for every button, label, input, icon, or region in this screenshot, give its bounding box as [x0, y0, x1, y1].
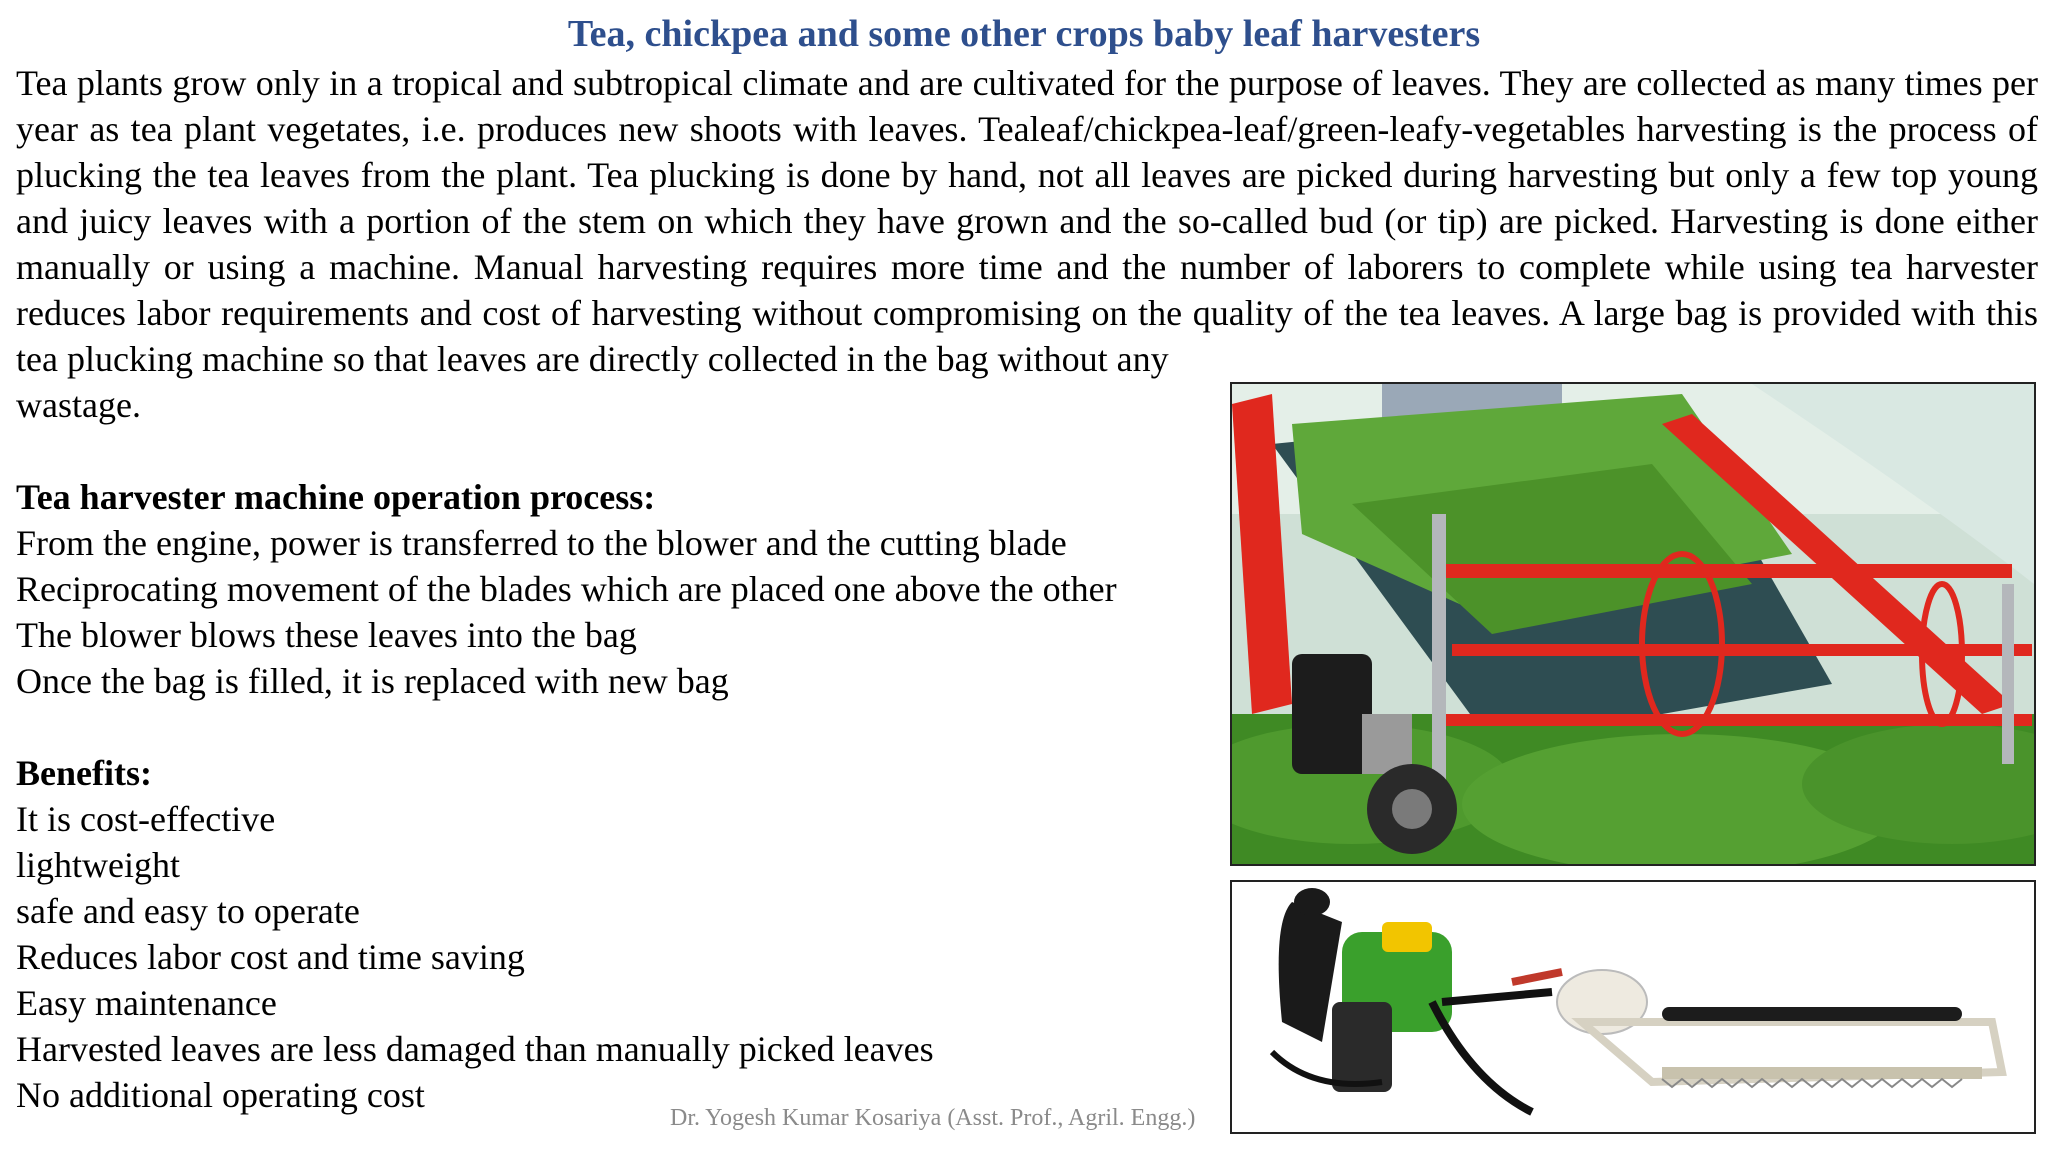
- benefit-item: Easy maintenance: [16, 983, 277, 1023]
- backpack-harvester-photo: [1230, 880, 2036, 1134]
- harvester-machine-photo: [1230, 382, 2036, 866]
- benefit-item: Reduces labor cost and time saving: [16, 937, 525, 977]
- intro-paragraph: Tea plants grow only in a tropical and subtropical climate and are cultivated for the purpose of leaves. They are collected as many times per year as tea plant vegetates, i.e. produces new shoots with leaves. Tealeaf/chickpea-leaf/green-leafy-vegetables harvesting is the process of plucking the tea leaves from the plant. Tea plucking is done by hand, not all leaves are picked during harvesting but only a few top young and juicy leaves with a portion of the stem on which they have grown and the so-called bud (or tip) are picked. Harvesting is done either manually or using a machine. Manual harvesting requires more time and the number of laborers to complete while using tea harvester reduces labor requirements and cost of harvesting without compromising on the quality of the tea leaves. A large bag is provided with this tea plucking machine so that leaves are directly collected in the bag without any: [16, 63, 2038, 379]
- page-title: Tea, chickpea and some other crops baby leaf harvesters: [567, 13, 1481, 55]
- process-heading: Tea harvester machine operation process:: [16, 477, 656, 517]
- benefit-item: safe and easy to operate: [16, 891, 360, 931]
- footer-credit: Dr. Yogesh Kumar Kosariya (Asst. Prof., Agril. Engg.): [670, 1105, 1196, 1131]
- process-step: From the engine, power is transferred to the blower and the cutting blade: [16, 523, 1067, 563]
- intro-paragraph-end: wastage.: [16, 385, 141, 425]
- process-step: Once the bag is filled, it is replaced with new bag: [16, 661, 729, 701]
- benefit-item: No additional operating cost: [16, 1075, 425, 1115]
- benefit-item: lightweight: [16, 845, 180, 885]
- benefits-section: [16, 750, 934, 1118]
- process-step: The blower blows these leaves into the bag: [16, 615, 637, 655]
- process-section: [16, 474, 1117, 704]
- benefits-heading: Benefits:: [16, 753, 152, 793]
- benefit-item: Harvested leaves are less damaged than manually picked leaves: [16, 1029, 934, 1069]
- benefit-item: It is cost-effective: [16, 799, 276, 839]
- process-step: Reciprocating movement of the blades which are placed one above the other: [16, 569, 1117, 609]
